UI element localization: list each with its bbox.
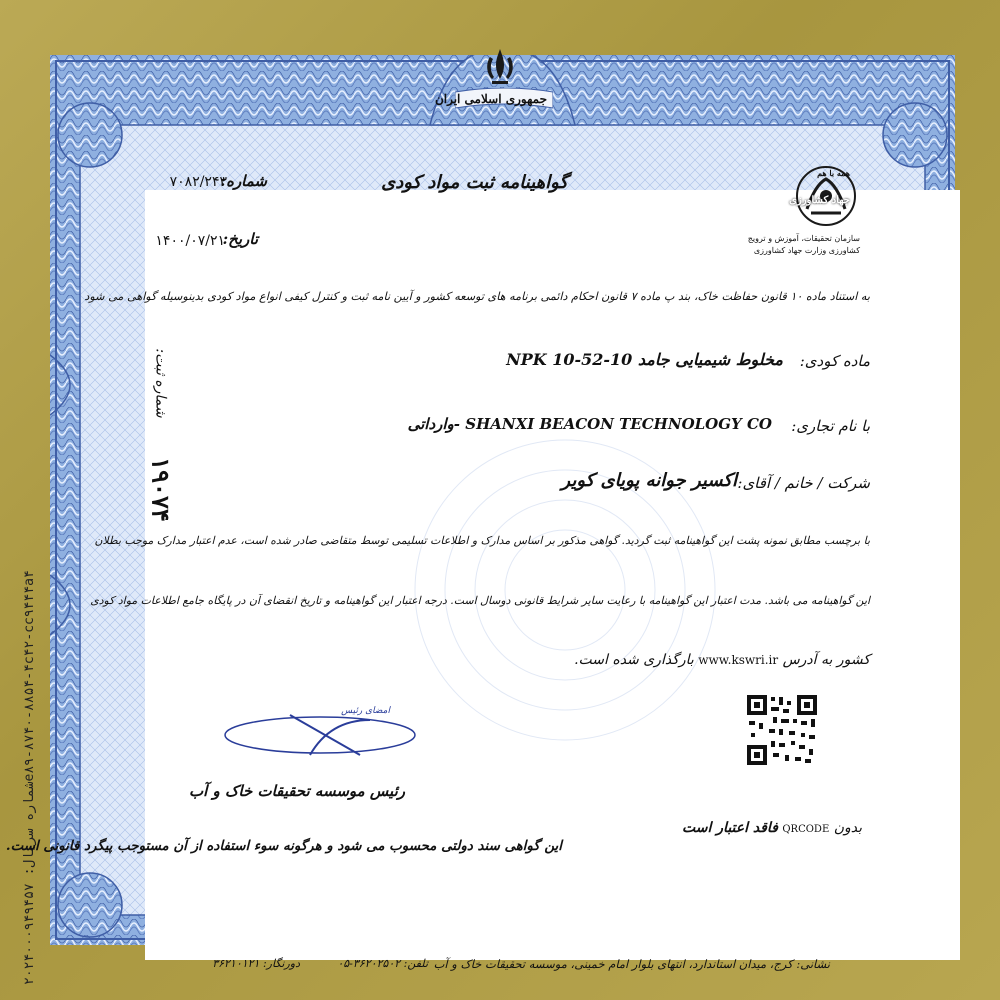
date-label: تاریخ:	[222, 230, 258, 248]
body-line-3-b: بارگذاری شده است.	[574, 652, 694, 668]
footer-phone: تلفن: ۳۶۲۰۲۵۰۲-۰۵	[337, 957, 428, 970]
body-line-3-a: کشور به آدرس	[782, 652, 870, 668]
website-link[interactable]: www.kswri.ir	[698, 653, 779, 667]
number-label: شماره:	[220, 172, 267, 190]
brand-label: با نام تجاری:	[791, 417, 870, 435]
logo-caption-2: کشاورزی وزارت جهاد کشاورزی	[753, 246, 860, 255]
qr-note-code: QRCODE	[782, 824, 830, 835]
legal-note: این گواهی سند دولتی محسوب می شود و هرگونه سوء استفاده از آن مستوجب پیگرد قانونی است.	[5, 838, 562, 854]
republic-banner-text: جمهوری اسلامی ایران	[434, 92, 547, 106]
qr-code-icon[interactable]	[745, 693, 819, 767]
intro-text: به استناد ماده ۱۰ قانون حفاظت خاک، بند پ ماده ۷ قانون احکام دائمی برنامه های توسعه کشور و آیین نامه ثبت و کنترل کیفی انواع مواد کودی بدینوسیله گواهی می شود	[84, 290, 870, 303]
iran-emblem-icon	[478, 45, 522, 89]
number-value: ۷۰۸۲/۲۴۳	[169, 174, 227, 190]
body-line-3	[574, 652, 870, 668]
registration-block	[125, 345, 176, 525]
signature-note: امضای رئیس	[341, 706, 390, 716]
footer-fax: دورنگار: ۳۶۲۱۰۱۲۱	[212, 957, 300, 970]
body-line-2: این گواهینامه می باشد. مدت اعتبار این گواهینامه با رعایت سایر شرایط قانونی دوسال است. درجه اعتبار این گواهینامه و تاریخ انقضای آن در پایگاه جامع اطلاعات مواد کودی	[90, 594, 870, 607]
side-serial: شماره سریال: ۲۰۲۴۰۰۰۹۴۹۴۵۷e۸۹-۸۷۴۰-۸۸۵۴-۴c۴۲-cc۹۴۴۴a۴	[22, 570, 37, 985]
qr-note-b: فاقد اعتبار است	[682, 820, 778, 836]
registration-label: شماره ثبت:	[152, 348, 169, 418]
body-line-1: با برچسب مطابق نمونه پشت این گواهینامه ثبت گردید. گواهی مذکور بر اساس مدارک و اطلاعات تسلیمی توسط متقاضی صادر شده است، عدم اعتبار مدارک موجب بطلان	[94, 534, 870, 547]
logo-top: همه با هم	[817, 168, 850, 178]
page-title: گواهینامه ثبت مواد کودی	[381, 172, 568, 193]
qr-note	[682, 820, 862, 836]
signature-icon	[220, 700, 420, 770]
qr-note-a: بدون	[833, 820, 862, 836]
registration-value: ۱۹۰۷۴	[146, 457, 176, 522]
signer-title: رئیس موسسه تحقیقات خاک و آب	[188, 782, 405, 800]
footer-address: نشانی: کرج، میدان استاندارد، انتهای بلوار امام خمینی، موسسه تحقیقات خاک و آب	[433, 957, 830, 971]
company-value: اکسیر جوانه پویای کویر	[561, 470, 737, 491]
fertilizer-value: مخلوط شیمیایی جامد NPK 10-52-10	[506, 350, 783, 369]
brand-value: SHANXI BEACON TECHNOLOGY CO -وارداتی	[407, 415, 772, 433]
footer	[190, 945, 830, 985]
company-label: شرکت / خانم / آقای:	[737, 474, 870, 492]
date-value: ۱۴۰۰/۰۷/۲۱	[155, 233, 225, 249]
logo-name: جهاد کشاورزی	[789, 195, 850, 206]
fertilizer-label: ماده کودی:	[799, 352, 870, 370]
republic-banner	[434, 88, 553, 112]
logo-caption-1: سازمان تحقیقات، آموزش و ترویج	[747, 234, 860, 243]
